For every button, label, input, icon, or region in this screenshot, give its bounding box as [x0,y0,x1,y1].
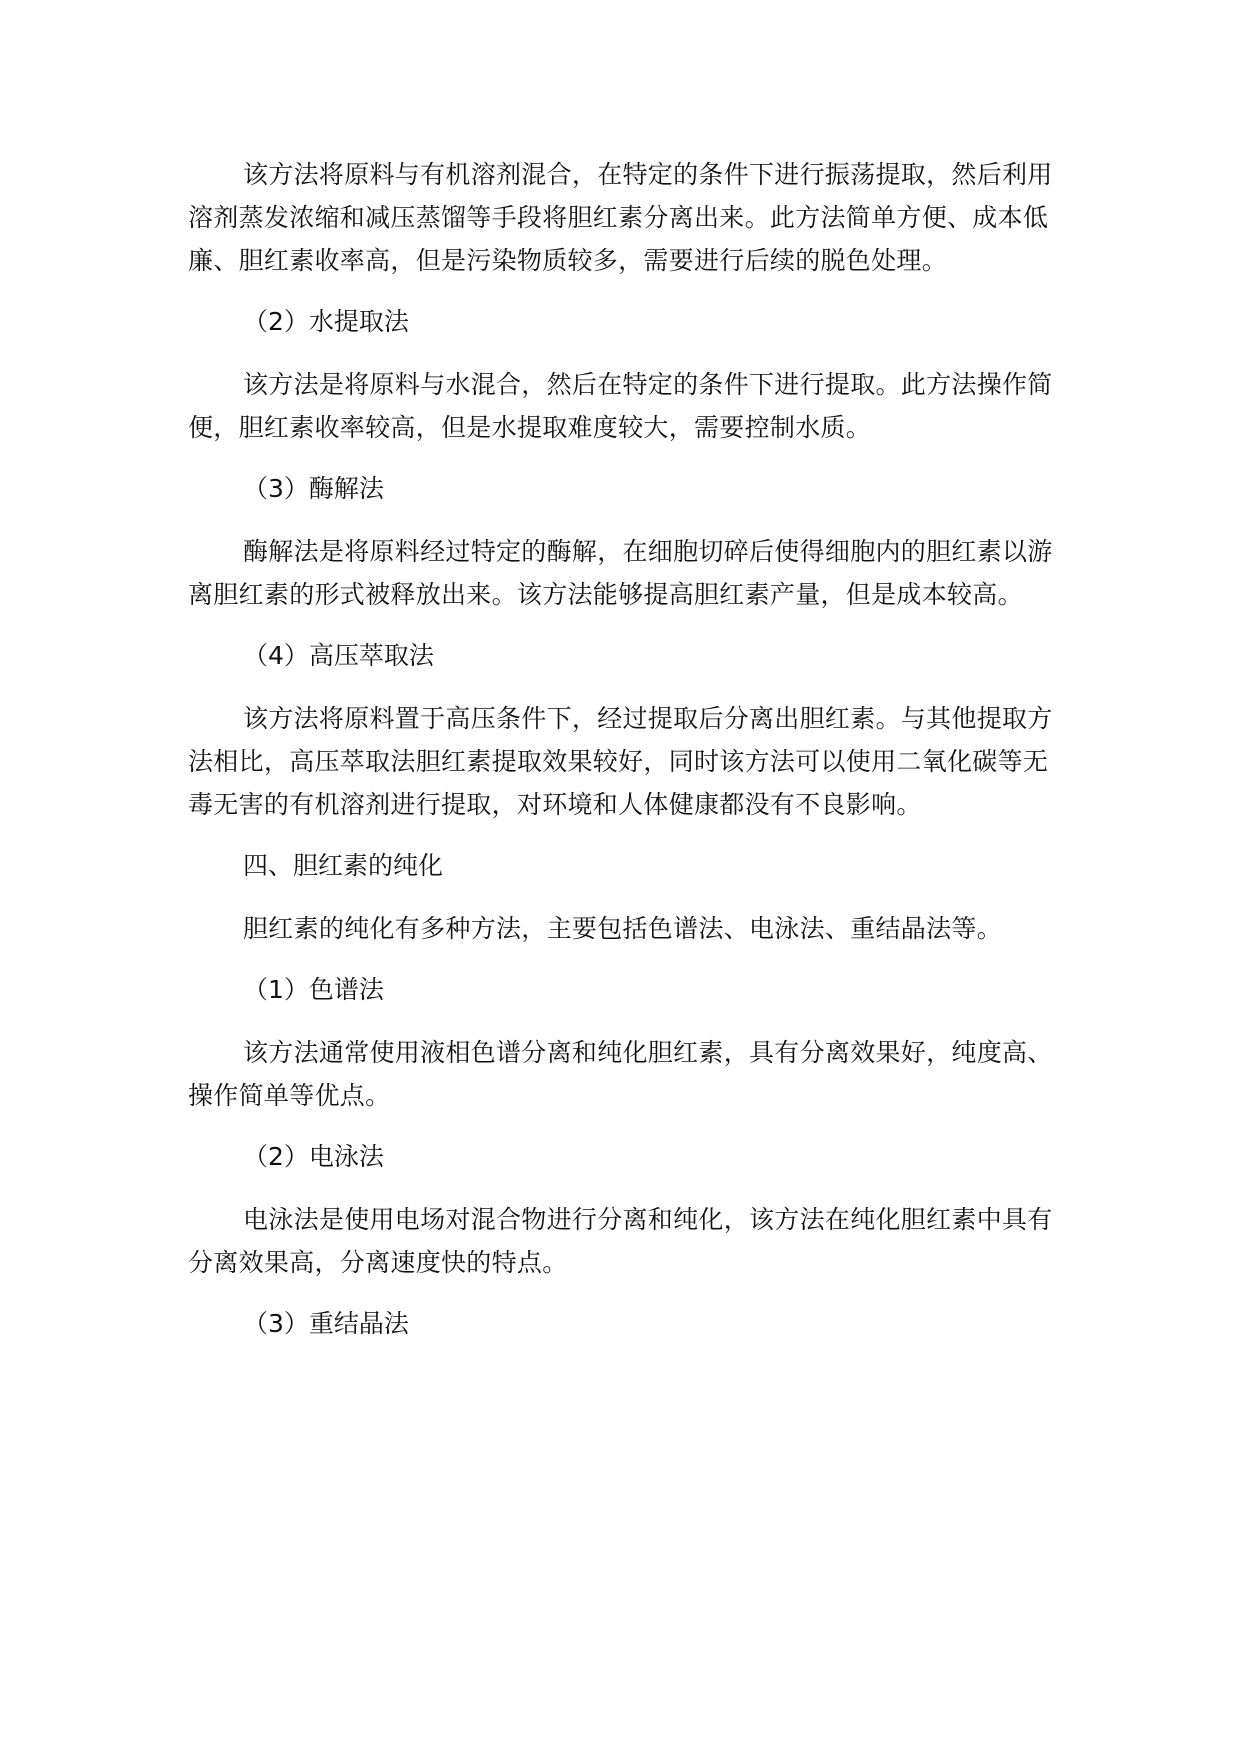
heading-high-pressure-extraction: （4）高压萃取法 [243,641,434,670]
document-body [188,153,1068,1365]
heading-enzymolysis: （3）酶解法 [243,474,384,503]
paragraph-purification-overview: 胆红素的纯化有多种方法，主要包括色谱法、电泳法、重结晶法等。 [243,914,1003,943]
heading-recrystallization: （3）重结晶法 [243,1309,409,1338]
paragraph-electrophoresis: 电泳法是使用电场对混合物进行分离和纯化，该方法在纯化胆红素中具有分离效果高，分离速度快的特点。 [188,1205,1053,1277]
heading-chromatography: （1）色谱法 [243,975,384,1004]
heading-purification: 四、胆红素的纯化 [243,851,444,880]
paragraph-organic-solvent-method: 该方法将原料与有机溶剂混合，在特定的条件下进行振荡提取，然后利用溶剂蒸发浓缩和减压蒸馏等手段将胆红素分离出来。此方法简单方便、成本低廉、胆红素收率高，但是污染物质较多，需要进行后续的脱色处理。 [188,160,1053,275]
heading-water-extraction: （2）水提取法 [243,307,409,336]
paragraph-chromatography: 该方法通常使用液相色谱分离和纯化胆红素，具有分离效果好，纯度高、操作简单等优点。 [188,1038,1053,1110]
paragraph-enzymolysis: 酶解法是将原料经过特定的酶解，在细胞切碎后使得细胞内的胆红素以游离胆红素的形式被释放出来。该方法能够提高胆红素产量，但是成本较高。 [188,537,1053,609]
paragraph-high-pressure-extraction: 该方法将原料置于高压条件下，经过提取后分离出胆红素。与其他提取方法相比，高压萃取法胆红素提取效果较好，同时该方法可以使用二氧化碳等无毒无害的有机溶剂进行提取，对环境和人体健康都没有不良影响。 [188,704,1053,819]
paragraph-water-extraction: 该方法是将原料与水混合，然后在特定的条件下进行提取。此方法操作简便，胆红素收率较高，但是水提取难度较大，需要控制水质。 [188,370,1053,442]
heading-electrophoresis: （2）电泳法 [243,1142,384,1171]
